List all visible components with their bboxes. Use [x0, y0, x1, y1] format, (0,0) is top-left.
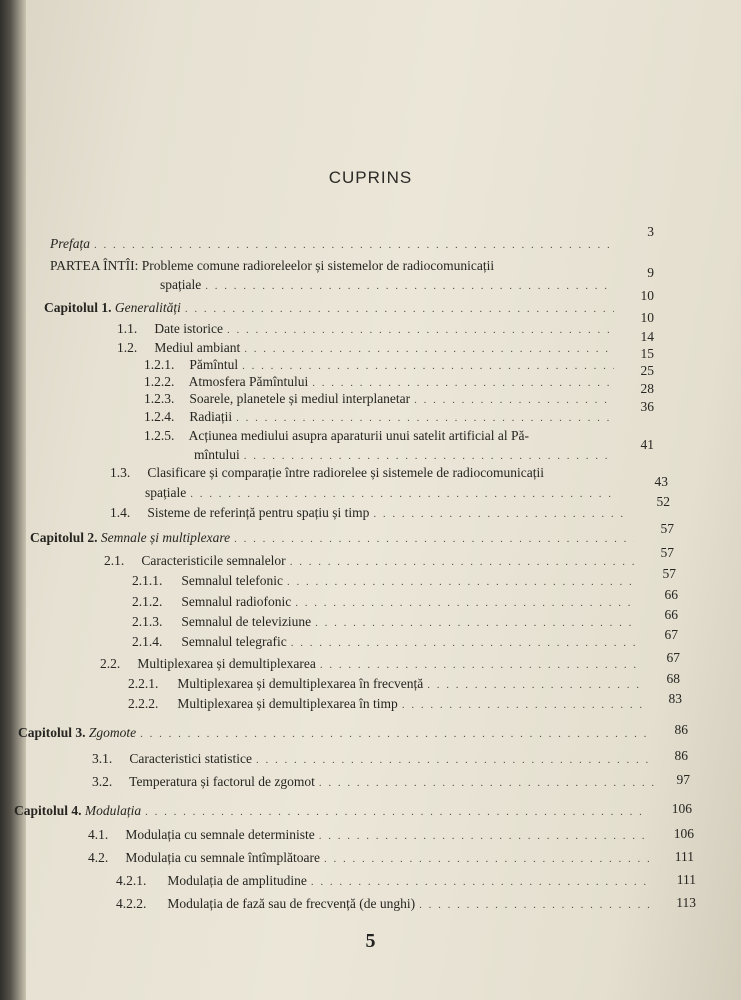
chapter-label: Capitolul 4.: [14, 803, 82, 818]
toc-entry-3-2: [92, 774, 660, 791]
toc-page-number: 97: [676, 772, 690, 787]
toc-page-number: 57: [660, 545, 674, 560]
toc-entry-1-2-2: [144, 374, 620, 391]
toc-entry-4-1: [88, 827, 656, 844]
leader-dots: [244, 448, 614, 464]
toc-entry-2-2-2: [128, 696, 648, 713]
section-number: 1.2.5.: [144, 428, 175, 443]
toc-entry-text: spațiale: [145, 485, 187, 500]
toc-page-number: 67: [664, 627, 678, 642]
leader-dots: [236, 410, 614, 426]
toc-chapter-2: [30, 530, 640, 547]
toc-page-number: 67: [666, 650, 680, 665]
chapter-title: Modulația: [84, 803, 142, 818]
leader-dots: [414, 392, 614, 408]
section-number: 2.1.1.: [132, 573, 163, 588]
leader-dots: [287, 574, 636, 590]
section-number: 2.2.: [100, 656, 121, 671]
toc-entry-text: Multiplexarea și demultiplexarea: [137, 656, 316, 671]
section-number: 3.1.: [92, 751, 113, 766]
toc-entry-4-2-1: [116, 873, 658, 890]
leader-dots: [373, 506, 628, 522]
section-number: 4.2.: [88, 850, 109, 865]
section-number: 2.1.2.: [132, 594, 163, 609]
toc-page-number: 36: [640, 399, 654, 414]
toc-entry-text: Semnalul telefonic: [181, 573, 283, 588]
toc-entry-1-4: [110, 505, 634, 522]
part-title: Probleme comune radioreleelor și sistemelor de radiocomunicații: [141, 258, 495, 273]
leader-dots: [227, 322, 614, 338]
toc-page-number: 66: [664, 607, 678, 622]
section-number: 4.2.1.: [116, 873, 147, 888]
toc-entry-text: Caracteristici statistice: [129, 751, 252, 766]
toc-entry-2-2-1: [128, 676, 646, 693]
toc-entry-text: mîntului: [194, 447, 240, 462]
toc-page-number: 41: [640, 437, 654, 452]
toc-entry-text: Semnalul de televiziune: [181, 614, 312, 629]
page-number: 5: [365, 930, 376, 952]
toc-page-number: 68: [666, 671, 680, 686]
toc-page-number: 28: [640, 381, 654, 396]
page-spine-edge: [0, 0, 26, 1000]
leader-dots: [145, 804, 648, 820]
leader-dots: [256, 752, 652, 768]
section-number: 1.2.2.: [144, 374, 175, 389]
toc-chapter-4: [14, 803, 654, 820]
toc-page-number: 43: [654, 474, 668, 489]
toc-entry-text: Prefața: [50, 236, 90, 251]
toc-page-number: 9: [647, 265, 654, 280]
leader-dots: [427, 677, 640, 693]
leader-dots: [291, 635, 638, 651]
toc-entry-text: Atmosfera Pămîntului: [188, 374, 309, 389]
toc-page-number: 10: [640, 288, 654, 303]
section-number: 1.1.: [117, 321, 138, 336]
toc-entry-text: Radiații: [189, 409, 233, 424]
toc-entry-prefata: [50, 236, 620, 253]
toc-entry-1-2-5-cont: [194, 447, 620, 464]
toc-page-number: 52: [656, 494, 670, 509]
toc-page-number: 14: [640, 329, 654, 344]
section-number: 1.2.4.: [144, 409, 175, 424]
chapter-label: Capitolul 1.: [44, 300, 112, 315]
toc-page-number: 106: [671, 801, 692, 816]
toc-page-number: 86: [674, 722, 688, 737]
chapter-label: Capitolul 3.: [18, 725, 86, 740]
leader-dots: [140, 726, 652, 742]
toc-entry-2-1-1: [132, 573, 642, 590]
toc-page-number: 83: [668, 691, 682, 706]
toc-entry-text: Modulația de fază sau de frecvență (de unghi): [167, 896, 416, 911]
toc-part-heading: [50, 258, 494, 274]
toc-entry-2-1-2: [132, 594, 644, 611]
toc-page-number: 111: [676, 872, 696, 887]
toc-entry-text: Pămîntul: [189, 357, 239, 372]
toc-entry-1-2: [117, 340, 620, 357]
toc-entry-text: Clasificare și comparație între radiorelee și sistemele de radiocomunicații: [147, 465, 544, 480]
toc-entry-1-2-4: [144, 409, 620, 426]
section-number: 2.2.2.: [128, 696, 159, 711]
toc-entry-text: Semnalul radiofonic: [181, 594, 292, 609]
toc-entry-3-1: [92, 751, 658, 768]
section-number: 1.2.1.: [144, 357, 175, 372]
toc-entry-2-1: [104, 553, 640, 570]
toc-entry-text: Mediul ambiant: [154, 340, 241, 355]
section-number: 4.1.: [88, 827, 109, 842]
leader-dots: [319, 828, 650, 844]
section-number: 2.1.4.: [132, 634, 163, 649]
toc-entry-text: Temperatura și factorul de zgomot: [129, 774, 315, 789]
section-number: 2.1.3.: [132, 614, 163, 629]
section-number: 3.2.: [92, 774, 113, 789]
leader-dots: [234, 531, 634, 547]
toc-page-number: 3: [647, 224, 654, 239]
toc-entry-text: Modulația cu semnale deterministe: [125, 827, 315, 842]
chapter-title: Generalități: [114, 300, 181, 315]
leader-dots: [315, 615, 638, 631]
leader-dots: [185, 301, 614, 317]
chapter-title: Zgomote: [88, 725, 137, 740]
toc-entry-text: Multiplexarea și demultiplexarea în timp: [177, 696, 398, 711]
toc-entry-text: Modulația cu semnale întîmplătoare: [125, 850, 320, 865]
toc-part-heading-cont: [160, 277, 620, 294]
toc-entry-1-1: [117, 321, 620, 338]
leader-dots: [324, 851, 650, 867]
section-number: 1.2.: [117, 340, 138, 355]
leader-dots: [295, 595, 638, 611]
toc-entry-1-3-cont: [145, 485, 620, 502]
toc-entry-2-1-3: [132, 614, 644, 631]
toc-entry-text: Soarele, planetele și mediul interplanetar: [189, 391, 411, 406]
toc-entry-1-3: [110, 465, 544, 481]
leader-dots: [242, 358, 614, 374]
leader-dots: [402, 697, 642, 713]
page-title: CUPRINS: [328, 168, 413, 187]
toc-entry-1-2-3: [144, 391, 620, 408]
toc-page-number: 25: [640, 363, 654, 378]
leader-dots: [190, 486, 614, 502]
chapter-title: Semnale și multiplexare: [100, 530, 231, 545]
toc-entry-2-1-4: [132, 634, 644, 651]
toc-entry-4-2-2: [116, 896, 658, 913]
toc-page-number: 10: [640, 310, 654, 325]
section-number: 1.2.3.: [144, 391, 175, 406]
toc-page-number: 106: [673, 826, 694, 841]
toc-entry-text: Date istorice: [154, 321, 223, 336]
toc-page-number: 66: [664, 587, 678, 602]
toc-entry-text: Modulația de amplitudine: [167, 873, 307, 888]
toc-entry-1-2-1: [144, 357, 620, 374]
leader-dots: [312, 375, 614, 391]
chapter-label: Capitolul 2.: [30, 530, 98, 545]
toc-entry-text: Acțiunea mediului asupra aparaturii unui satelit artificial al Pă-: [188, 428, 530, 443]
toc-chapter-3: [18, 725, 658, 742]
section-number: 2.2.1.: [128, 676, 159, 691]
toc-page-number: 86: [674, 748, 688, 763]
toc-entry-text: spațiale: [160, 277, 202, 292]
part-prefix: PARTEA ÎNTÎI:: [50, 258, 139, 273]
leader-dots: [320, 657, 640, 673]
leader-dots: [419, 897, 652, 913]
toc-chapter-1: [44, 300, 620, 317]
toc-entry-text: Sisteme de referință pentru spațiu și timp: [147, 505, 370, 520]
toc-page-number: 57: [660, 521, 674, 536]
toc-entry-text: Caracteristicile semnalelor: [141, 553, 286, 568]
toc-page-number: 111: [674, 849, 694, 864]
toc-page-number: 15: [640, 346, 654, 361]
leader-dots: [94, 237, 614, 253]
toc-entry-4-2: [88, 850, 656, 867]
toc-entry-text: Multiplexarea și demultiplexarea în frecvență: [177, 676, 424, 691]
leader-dots: [244, 341, 614, 357]
section-number: 2.1.: [104, 553, 125, 568]
section-number: 4.2.2.: [116, 896, 147, 911]
leader-dots: [319, 775, 654, 791]
toc-entry-1-2-5: [144, 428, 529, 444]
section-number: 1.3.: [110, 465, 131, 480]
toc-entry-2-2: [100, 656, 646, 673]
toc-entry-text: Semnalul telegrafic: [181, 634, 287, 649]
leader-dots: [290, 554, 634, 570]
toc-page-number: 113: [676, 895, 696, 910]
toc-page-number: 57: [662, 566, 676, 581]
leader-dots: [205, 278, 614, 294]
leader-dots: [311, 874, 652, 890]
section-number: 1.4.: [110, 505, 131, 520]
